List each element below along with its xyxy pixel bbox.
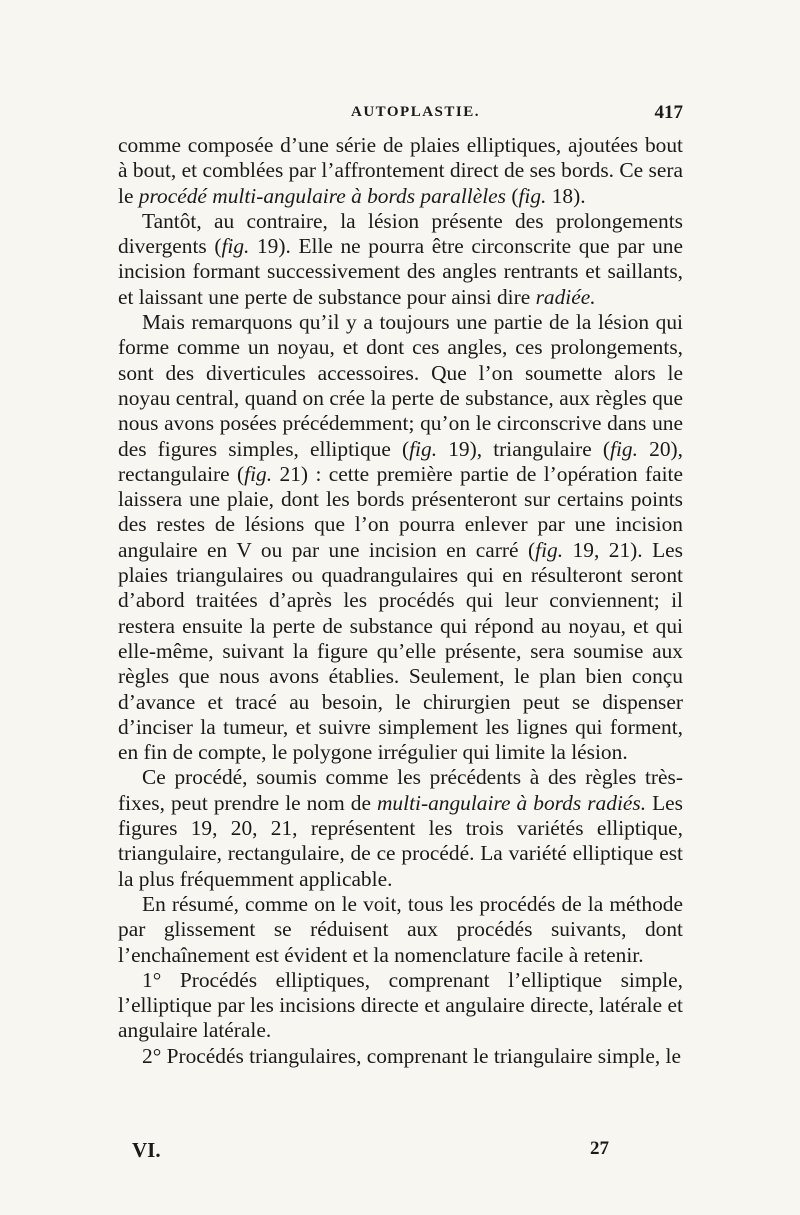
text-segment: 19, 21). Les plaies triangulaires ou quadrangulaires qui en résulteront seront d’abord traitées d’après les procédés qui leur conviennent; il restera ensuite la perte de substance qui répond au noyau, et qui elle-même, suivant la figure qu’elle présente, sera soumise aux règles que nous avons établies. Seulement, le plan bien conçu d’avance et tracé au besoin, le chirurgien peut se dispenser d’inciser la tumeur, et suivre simplement les lignes qui forment, en fin de compte, le polygone irrégulier qui limite la lésion. [118,537,684,765]
page-footer [118,1138,683,1166]
text-segment: comme composée d’une série de plaies elliptiques, ajoutées bout à bout, et comblées par l’affrontement direct de ses bords. Ce sera le [118,133,683,208]
paragraph [118,209,683,310]
italic-text: fig. [535,537,564,562]
text-segment: 1° Procédés elliptiques, comprenant l’elliptique simple, l’elliptique par les incisions directe et angulaire directe, latérale et angulaire latérale. [118,967,683,1043]
text-segment: Tantôt, au contraire, la lésion présente des prolongements divergents ( [118,208,683,259]
text-segment: 21) : cette première partie de l’opération faite laissera une plaie, dont les bords présenteront sur certains points des restes de lésions que l’on pourra enlever par une incision angulaire en V ou par une incision en carré ( [118,461,683,562]
italic-text: radiée. [535,284,596,309]
text-segment: 18). [546,183,586,208]
text-segment: Mais remarquons qu’il y a toujours une partie de la lésion qui forme comme un noyau, et dont ces angles, ces prolongements, sont des diverticules accessoires. Que l’on soumette alors le noyau central, quand on crée la perte de substance, aux règles que nous avons posées précédemment; qu’on le circonscrive dans une des figures simples, elliptique ( [118,310,683,461]
italic-text: fig. [409,436,438,461]
italic-text: procédé multi-angulaire à bords parallèles [138,183,506,208]
text-segment: ( [505,183,519,208]
paragraph [118,892,683,968]
paragraph [118,765,683,891]
text-segment: 2° Procédés triangulaires, comprenant le triangulaire simple, le [142,1043,681,1068]
paragraph [118,1044,683,1069]
italic-text: fig. [610,436,638,461]
text-segment: 19). Elle ne pourra être circonscrite que par une incision formant successivement des angles rentrants et saillants, et laissant une perte de substance pour ainsi dire [118,234,683,309]
signature-mark: 27 [590,1138,609,1159]
text-segment: Ce procédé, soumis comme les précédents à des règles très-fixes, peut prendre le nom de [118,765,683,815]
running-title: AUTOPLASTIE. [350,104,480,120]
text-segment: 19), triangulaire ( [437,436,611,461]
page-number: 417 [654,102,683,123]
italic-text: fig. [221,234,250,259]
italic-text: multi-angulaire à bords radiés. [376,790,647,815]
text-segment: 20), rectangulaire ( [118,436,683,486]
volume-number: VI. [132,1138,161,1162]
italic-text: fig. [244,461,273,486]
paragraph [118,968,683,1044]
paragraph [118,310,683,765]
body-text [118,133,683,1069]
paragraph [118,133,683,209]
italic-text: fig. [518,183,547,208]
text-segment: En résumé, comme on le voit, tous les procédés de la méthode par glissement se réduisent aux procédés suivants, dont l’enchaînement est évident et la nomenclature facile à retenir. [118,891,683,967]
text-segment: Les figures 19, 20, 21, représentent les trois variétés elliptique, triangulaire, rectangulaire, de ce procédé. La variété elliptique est la plus fréquemment applicable. [118,790,683,891]
running-header [118,104,683,128]
